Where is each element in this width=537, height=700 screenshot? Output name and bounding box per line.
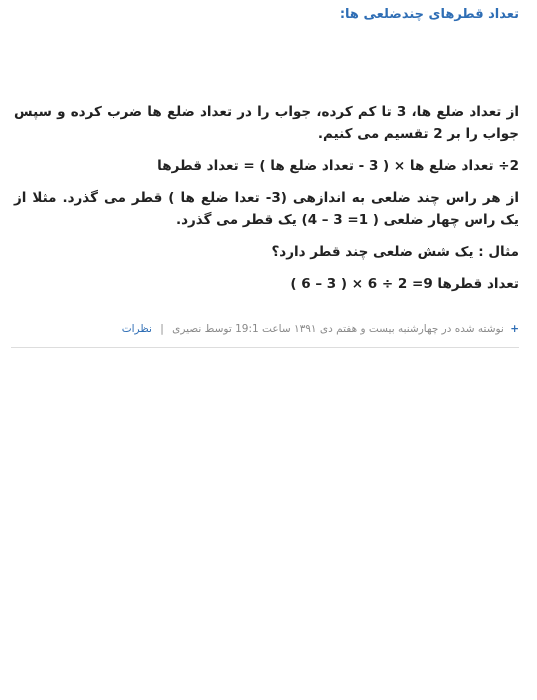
comments-link[interactable]: نظرات (121, 323, 152, 335)
post-meta: نوشته شده در چهارشنبه بیست و هفتم دی ۱۳۹۱ ساعت 19:1 توسط نصیری (172, 323, 504, 335)
post-body (14, 101, 519, 295)
paragraph-vertex-rule: از هر راس چند ضلعی به اندازهی (3- تعدا ضلع ها ) قطر می گذرد. مثلا از یک راس چهار ضلعی ( 1= 3 – 4) یک قطر می گذرد. (14, 190, 519, 228)
post-footer (11, 321, 519, 348)
paragraph-example-question: مثال : یک شش ضلعی چند قطر دارد؟ (271, 244, 519, 260)
paragraph-formula: 2÷ تعداد ضلع ها × ( 3 - تعداد ضلع ها ) = تعداد قطرها (157, 158, 519, 174)
blog-post (14, 0, 519, 348)
paragraph-example-answer: تعداد قطرها 9= 2 ÷ 6 × ( 3 – 6 ) (290, 276, 519, 292)
footer-separator: | (160, 323, 164, 335)
post-title: تعداد قطرهای چندضلعی ها: (339, 7, 519, 22)
paragraph-rule: از تعداد ضلع ها، 3 تا کم کرده، جواب را در تعداد ضلع ها ضرب کرده و سپس جواب را بر 2 تقسیم می کنیم. (14, 104, 520, 142)
plus-icon: + (510, 323, 519, 335)
